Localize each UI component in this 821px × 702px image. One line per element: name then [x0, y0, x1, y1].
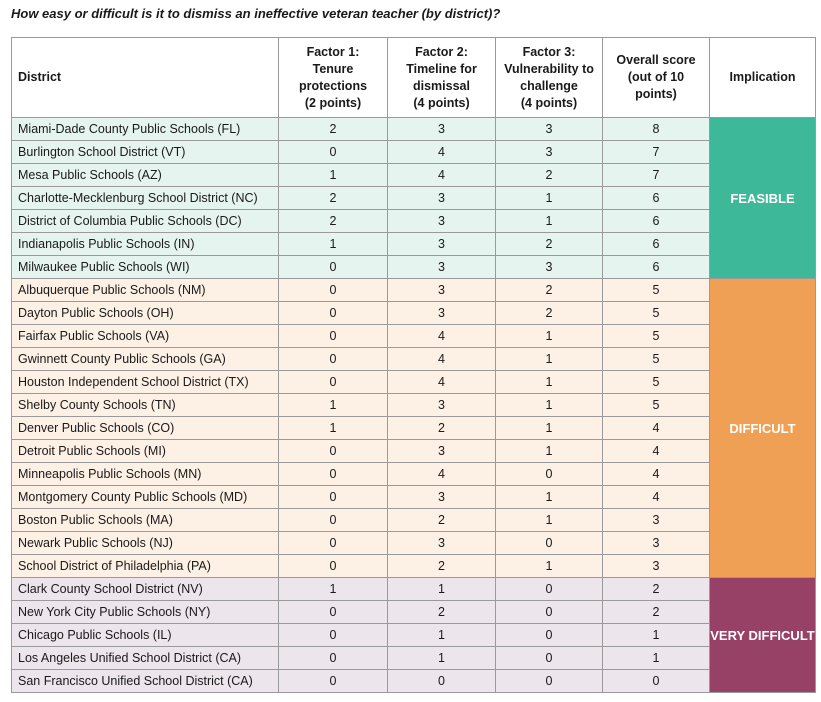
district-cell: School District of Philadelphia (PA): [12, 555, 279, 578]
score-cell: 1: [603, 647, 710, 670]
score-cell: 3: [603, 555, 710, 578]
column-header-f3: [496, 38, 603, 118]
column-header-line: Factor 3:: [522, 44, 576, 59]
district-cell: Detroit Public Schools (MI): [12, 440, 279, 463]
f1-cell: 0: [279, 279, 388, 302]
score-cell: 3: [603, 532, 710, 555]
table-row: [12, 647, 816, 670]
column-header-line: Implication: [729, 70, 796, 84]
score-cell: 0: [603, 670, 710, 693]
column-header-line: (out of 10: [627, 70, 685, 84]
f3-cell: 2: [496, 164, 603, 187]
score-cell: 4: [603, 417, 710, 440]
district-cell: Charlotte-Mecklenburg School District (NC): [12, 187, 279, 210]
f1-cell: 1: [279, 233, 388, 256]
f2-cell: 3: [388, 187, 496, 210]
table-row: [12, 141, 816, 164]
f3-cell: 1: [496, 187, 603, 210]
f2-cell: 3: [388, 279, 496, 302]
score-cell: 6: [603, 233, 710, 256]
column-header-line: (2 points): [304, 95, 362, 110]
column-header-score: [603, 38, 710, 118]
column-header-line: Timeline for: [406, 61, 477, 76]
district-cell: Denver Public Schools (CO): [12, 417, 279, 440]
f2-cell: 1: [388, 647, 496, 670]
f3-cell: 1: [496, 371, 603, 394]
column-header-f2: [388, 38, 496, 118]
f3-cell: 1: [496, 348, 603, 371]
f1-cell: 1: [279, 417, 388, 440]
f2-cell: 3: [388, 486, 496, 509]
f2-cell: 2: [388, 509, 496, 532]
score-cell: 2: [603, 601, 710, 624]
implication-badge: VERY DIFFICULT: [710, 578, 816, 693]
f2-cell: 2: [388, 555, 496, 578]
table-row: [12, 417, 816, 440]
f1-cell: 0: [279, 463, 388, 486]
table-row: [12, 233, 816, 256]
chart-title: How easy or difficult is it to dismiss an ineffective veteran teacher (by district)?: [11, 6, 501, 21]
f2-cell: 3: [388, 118, 496, 141]
f1-cell: 0: [279, 302, 388, 325]
score-cell: 7: [603, 164, 710, 187]
score-cell: 1: [603, 624, 710, 647]
district-cell: New York City Public Schools (NY): [12, 601, 279, 624]
table-row: [12, 348, 816, 371]
district-cell: Boston Public Schools (MA): [12, 509, 279, 532]
f2-cell: 4: [388, 325, 496, 348]
f2-cell: 4: [388, 348, 496, 371]
f3-cell: 0: [496, 463, 603, 486]
score-cell: 4: [603, 440, 710, 463]
score-cell: 5: [603, 279, 710, 302]
district-cell: Burlington School District (VT): [12, 141, 279, 164]
f1-cell: 0: [279, 256, 388, 279]
f1-cell: 0: [279, 555, 388, 578]
score-cell: 8: [603, 118, 710, 141]
table-row: [12, 394, 816, 417]
table-row: [12, 555, 816, 578]
district-cell: Milwaukee Public Schools (WI): [12, 256, 279, 279]
f1-cell: 1: [279, 394, 388, 417]
f3-cell: 1: [496, 417, 603, 440]
f1-cell: 0: [279, 325, 388, 348]
column-header-line: Overall score: [616, 53, 696, 67]
table-row: [12, 371, 816, 394]
f3-cell: 0: [496, 624, 603, 647]
f1-cell: 0: [279, 141, 388, 164]
table-row: [12, 624, 816, 647]
column-header-implication: [710, 38, 816, 118]
f1-cell: 1: [279, 578, 388, 601]
table-body: [12, 118, 816, 693]
column-header-line: Tenure: [312, 61, 354, 76]
table-row: [12, 509, 816, 532]
score-cell: 5: [603, 371, 710, 394]
f2-cell: 3: [388, 302, 496, 325]
column-header-line: (4 points): [413, 95, 470, 110]
f3-cell: 1: [496, 394, 603, 417]
column-header-district: [12, 38, 279, 118]
table-row: [12, 325, 816, 348]
column-header-line: points): [635, 87, 677, 101]
table-row: [12, 302, 816, 325]
score-cell: 4: [603, 463, 710, 486]
district-cell: Minneapolis Public Schools (MN): [12, 463, 279, 486]
f2-cell: 1: [388, 578, 496, 601]
score-cell: 7: [603, 141, 710, 164]
f3-cell: 2: [496, 302, 603, 325]
f2-cell: 4: [388, 141, 496, 164]
district-cell: Fairfax Public Schools (VA): [12, 325, 279, 348]
district-cell: District of Columbia Public Schools (DC): [12, 210, 279, 233]
column-header-line: Vulnerability to: [504, 61, 594, 76]
f2-cell: 3: [388, 440, 496, 463]
score-cell: 4: [603, 486, 710, 509]
f1-cell: 0: [279, 348, 388, 371]
dismissal-table-wrapper: [11, 37, 816, 693]
table-row: [12, 601, 816, 624]
score-cell: 2: [603, 578, 710, 601]
f3-cell: 3: [496, 118, 603, 141]
f2-cell: 3: [388, 256, 496, 279]
f3-cell: 1: [496, 555, 603, 578]
f3-cell: 1: [496, 440, 603, 463]
table-row: [12, 256, 816, 279]
f2-cell: 2: [388, 417, 496, 440]
implication-badge: FEASIBLE: [710, 118, 816, 279]
district-cell: Miami-Dade County Public Schools (FL): [12, 118, 279, 141]
header-row: [12, 38, 816, 118]
f3-cell: 0: [496, 601, 603, 624]
f3-cell: 3: [496, 256, 603, 279]
score-cell: 5: [603, 394, 710, 417]
column-header-line: District: [18, 70, 62, 84]
f3-cell: 0: [496, 647, 603, 670]
f3-cell: 1: [496, 486, 603, 509]
table-row: [12, 210, 816, 233]
f2-cell: 3: [388, 532, 496, 555]
column-header-line: protections: [298, 78, 368, 93]
dismissal-table: [11, 37, 816, 693]
f2-cell: 2: [388, 601, 496, 624]
implication-badge: DIFFICULT: [710, 279, 816, 578]
f2-cell: 3: [388, 394, 496, 417]
column-header-line: dismissal: [413, 78, 470, 93]
f1-cell: 2: [279, 118, 388, 141]
f1-cell: 2: [279, 187, 388, 210]
score-cell: 5: [603, 302, 710, 325]
column-header-f1: [279, 38, 388, 118]
f1-cell: 0: [279, 601, 388, 624]
f3-cell: 0: [496, 670, 603, 693]
f3-cell: 2: [496, 233, 603, 256]
f3-cell: 1: [496, 325, 603, 348]
f3-cell: 2: [496, 279, 603, 302]
table-row: [12, 118, 816, 141]
f1-cell: 0: [279, 670, 388, 693]
f3-cell: 3: [496, 141, 603, 164]
district-cell: Chicago Public Schools (IL): [12, 624, 279, 647]
f3-cell: 0: [496, 532, 603, 555]
district-cell: San Francisco Unified School District (CA): [12, 670, 279, 693]
f1-cell: 0: [279, 624, 388, 647]
table-row: [12, 463, 816, 486]
score-cell: 6: [603, 187, 710, 210]
score-cell: 6: [603, 210, 710, 233]
f2-cell: 1: [388, 624, 496, 647]
f1-cell: 0: [279, 440, 388, 463]
f1-cell: 1: [279, 164, 388, 187]
f2-cell: 4: [388, 463, 496, 486]
column-header-line: Factor 1:: [306, 44, 360, 59]
district-cell: Clark County School District (NV): [12, 578, 279, 601]
district-cell: Montgomery County Public Schools (MD): [12, 486, 279, 509]
f1-cell: 0: [279, 371, 388, 394]
f1-cell: 0: [279, 486, 388, 509]
f3-cell: 1: [496, 509, 603, 532]
f1-cell: 0: [279, 509, 388, 532]
f1-cell: 2: [279, 210, 388, 233]
score-cell: 5: [603, 348, 710, 371]
district-cell: Indianapolis Public Schools (IN): [12, 233, 279, 256]
district-cell: Dayton Public Schools (OH): [12, 302, 279, 325]
f2-cell: 3: [388, 210, 496, 233]
f2-cell: 4: [388, 164, 496, 187]
table-row: [12, 164, 816, 187]
column-header-line: Factor 2:: [415, 44, 468, 59]
column-header-line: (4 points): [520, 95, 578, 110]
score-cell: 3: [603, 509, 710, 532]
table-row: [12, 578, 816, 601]
table-row: [12, 532, 816, 555]
district-cell: Los Angeles Unified School District (CA): [12, 647, 279, 670]
district-cell: Mesa Public Schools (AZ): [12, 164, 279, 187]
f3-cell: 0: [496, 578, 603, 601]
table-row: [12, 486, 816, 509]
table-row: [12, 279, 816, 302]
district-cell: Gwinnett County Public Schools (GA): [12, 348, 279, 371]
score-cell: 5: [603, 325, 710, 348]
f3-cell: 1: [496, 210, 603, 233]
district-cell: Newark Public Schools (NJ): [12, 532, 279, 555]
district-cell: Shelby County Schools (TN): [12, 394, 279, 417]
f2-cell: 0: [388, 670, 496, 693]
table-row: [12, 440, 816, 463]
score-cell: 6: [603, 256, 710, 279]
column-header-line: challenge: [520, 78, 578, 93]
table-row: [12, 670, 816, 693]
f1-cell: 0: [279, 532, 388, 555]
f1-cell: 0: [279, 647, 388, 670]
district-cell: Houston Independent School District (TX): [12, 371, 279, 394]
f2-cell: 4: [388, 371, 496, 394]
f2-cell: 3: [388, 233, 496, 256]
table-row: [12, 187, 816, 210]
district-cell: Albuquerque Public Schools (NM): [12, 279, 279, 302]
